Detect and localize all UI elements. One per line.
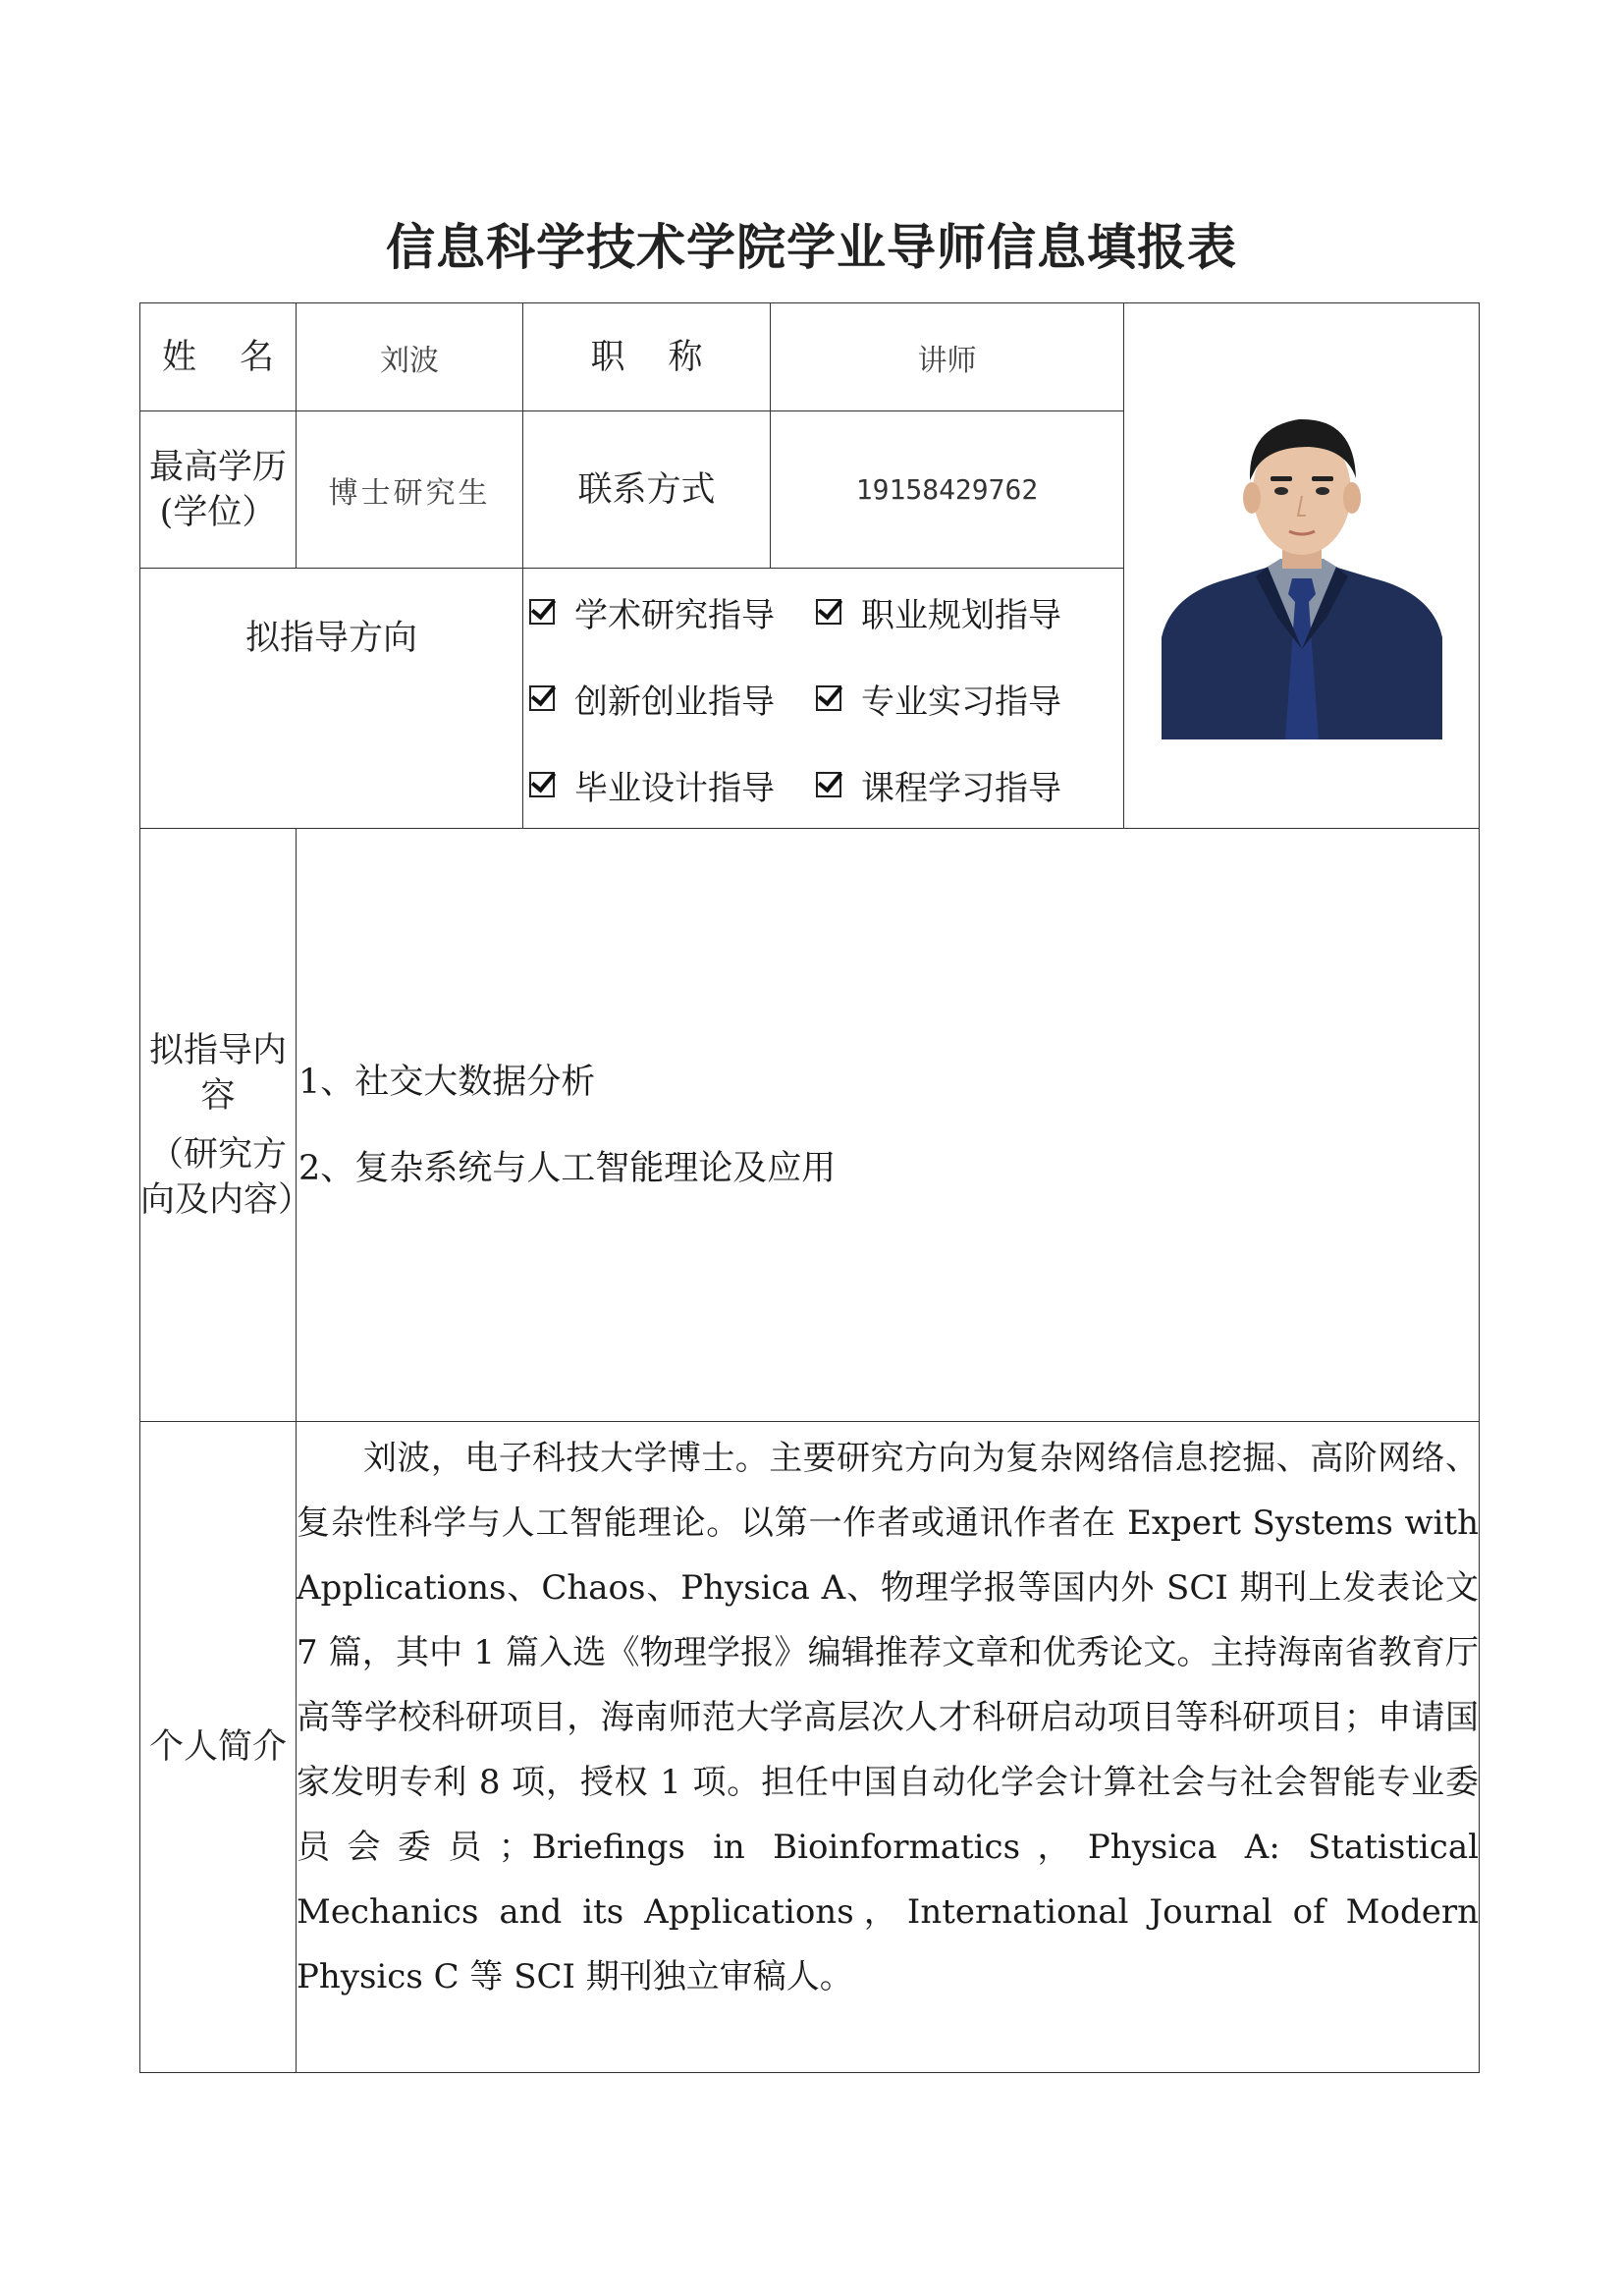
advisor-photo: [1162, 392, 1442, 739]
name-value-cell: [297, 303, 523, 411]
checkbox-label: 学术研究指导: [574, 595, 775, 635]
job-title-value-cell: [771, 303, 1124, 411]
job-title-value: 讲师: [917, 343, 977, 378]
contact-value-cell: [771, 411, 1124, 569]
checkbox-label: 专业实习指导: [861, 682, 1061, 722]
education-label-line1: 最高学历: [148, 447, 287, 487]
content-label-line1: 拟指导内: [148, 1030, 287, 1070]
checkbox-checked-icon[interactable]: [816, 685, 841, 711]
checkbox-internship[interactable]: [810, 675, 1097, 723]
content-value-cell: [297, 829, 1480, 1422]
portrait-illustration: [1162, 392, 1442, 739]
checkbox-row-1: [523, 569, 1123, 655]
checkbox-label: 课程学习指导: [861, 768, 1061, 808]
contact-label: 联系方式: [577, 469, 716, 510]
contact-value: 19158429762: [855, 473, 1039, 506]
content-label-line4: 向及内容）: [140, 1179, 313, 1220]
checkbox-label: 创新创业指导: [574, 682, 775, 722]
content-item-2: 2、复杂系统与人工智能理论及应用: [298, 1148, 837, 1188]
checkbox-innovation-entrepreneurship[interactable]: [523, 675, 810, 723]
checkbox-checked-icon[interactable]: [816, 599, 841, 625]
bio-label-cell: [140, 1422, 297, 2073]
checkbox-checked-icon[interactable]: [529, 599, 555, 625]
name-label: 姓名: [161, 337, 317, 377]
photo-cell: [1124, 303, 1480, 829]
checkbox-graduation-design[interactable]: [523, 761, 810, 809]
name-label-cell: [140, 303, 317, 411]
form-title: 信息科学技术学院学业导师信息填报表: [386, 219, 1237, 276]
job-title-label: 职称: [590, 337, 746, 377]
checkbox-checked-icon[interactable]: [529, 772, 555, 797]
checkbox-checked-icon[interactable]: [816, 772, 841, 797]
checkbox-career-planning[interactable]: [810, 588, 1097, 636]
education-label-line2: (学位）: [159, 492, 277, 532]
checkbox-course-study[interactable]: [810, 761, 1097, 809]
contact-label-cell: [523, 411, 771, 569]
checkbox-checked-icon[interactable]: [529, 685, 555, 711]
job-title-label-cell: [523, 303, 771, 411]
content-label-cell: [140, 829, 313, 1422]
checkbox-row-3: [523, 741, 1123, 828]
name-value: 刘波: [380, 343, 439, 378]
checkbox-label: 毕业设计指导: [574, 768, 775, 808]
checkbox-label: 职业规划指导: [861, 595, 1061, 635]
bio-value-cell: [297, 1422, 1480, 2073]
bio-label: 个人简介: [148, 1727, 287, 1767]
direction-checkbox-cell: [523, 569, 1124, 829]
direction-label-cell: [140, 569, 523, 829]
checkbox-row-2: [523, 655, 1123, 741]
education-value: 博士研究生: [328, 475, 491, 511]
content-item-1: 1、社交大数据分析: [298, 1062, 596, 1102]
content-label-line3: （研究方: [148, 1134, 287, 1175]
education-value-cell: [297, 411, 523, 569]
bio-text: 刘波，电子科技大学博士。主要研究方向为复杂网络信息挖掘、高阶网络、复杂性科学与人工智能理论。以第一作者或通讯作者在 Expert Systems with Applications、Chaos、Physica A、物理学报等国内外 SCI 期刊上发表论文 7 篇，其中 1 篇入选《物理学报》编辑推荐文章和优秀论文。主持海南省教育厅高等学校科研项目，海南师范大学高层次人才科研启动项目等科研项目；申请国家发明专利 8 项，授权 1 项。担任中国自动化学会计算社会与社会智能专业委员会委员；Briefings in Bioinformatics，Physica A: Statistical Mechanics and its Applications，International Journal of Modern Physics C 等 SCI 期刊独立审稿人。: [297, 1439, 1479, 1996]
direction-label: 拟指导方向: [244, 619, 417, 658]
content-label-line2: 容: [200, 1075, 236, 1116]
education-label-cell: [140, 411, 297, 569]
checkbox-academic-research[interactable]: [523, 588, 810, 636]
advisor-info-table: [139, 302, 1480, 2073]
